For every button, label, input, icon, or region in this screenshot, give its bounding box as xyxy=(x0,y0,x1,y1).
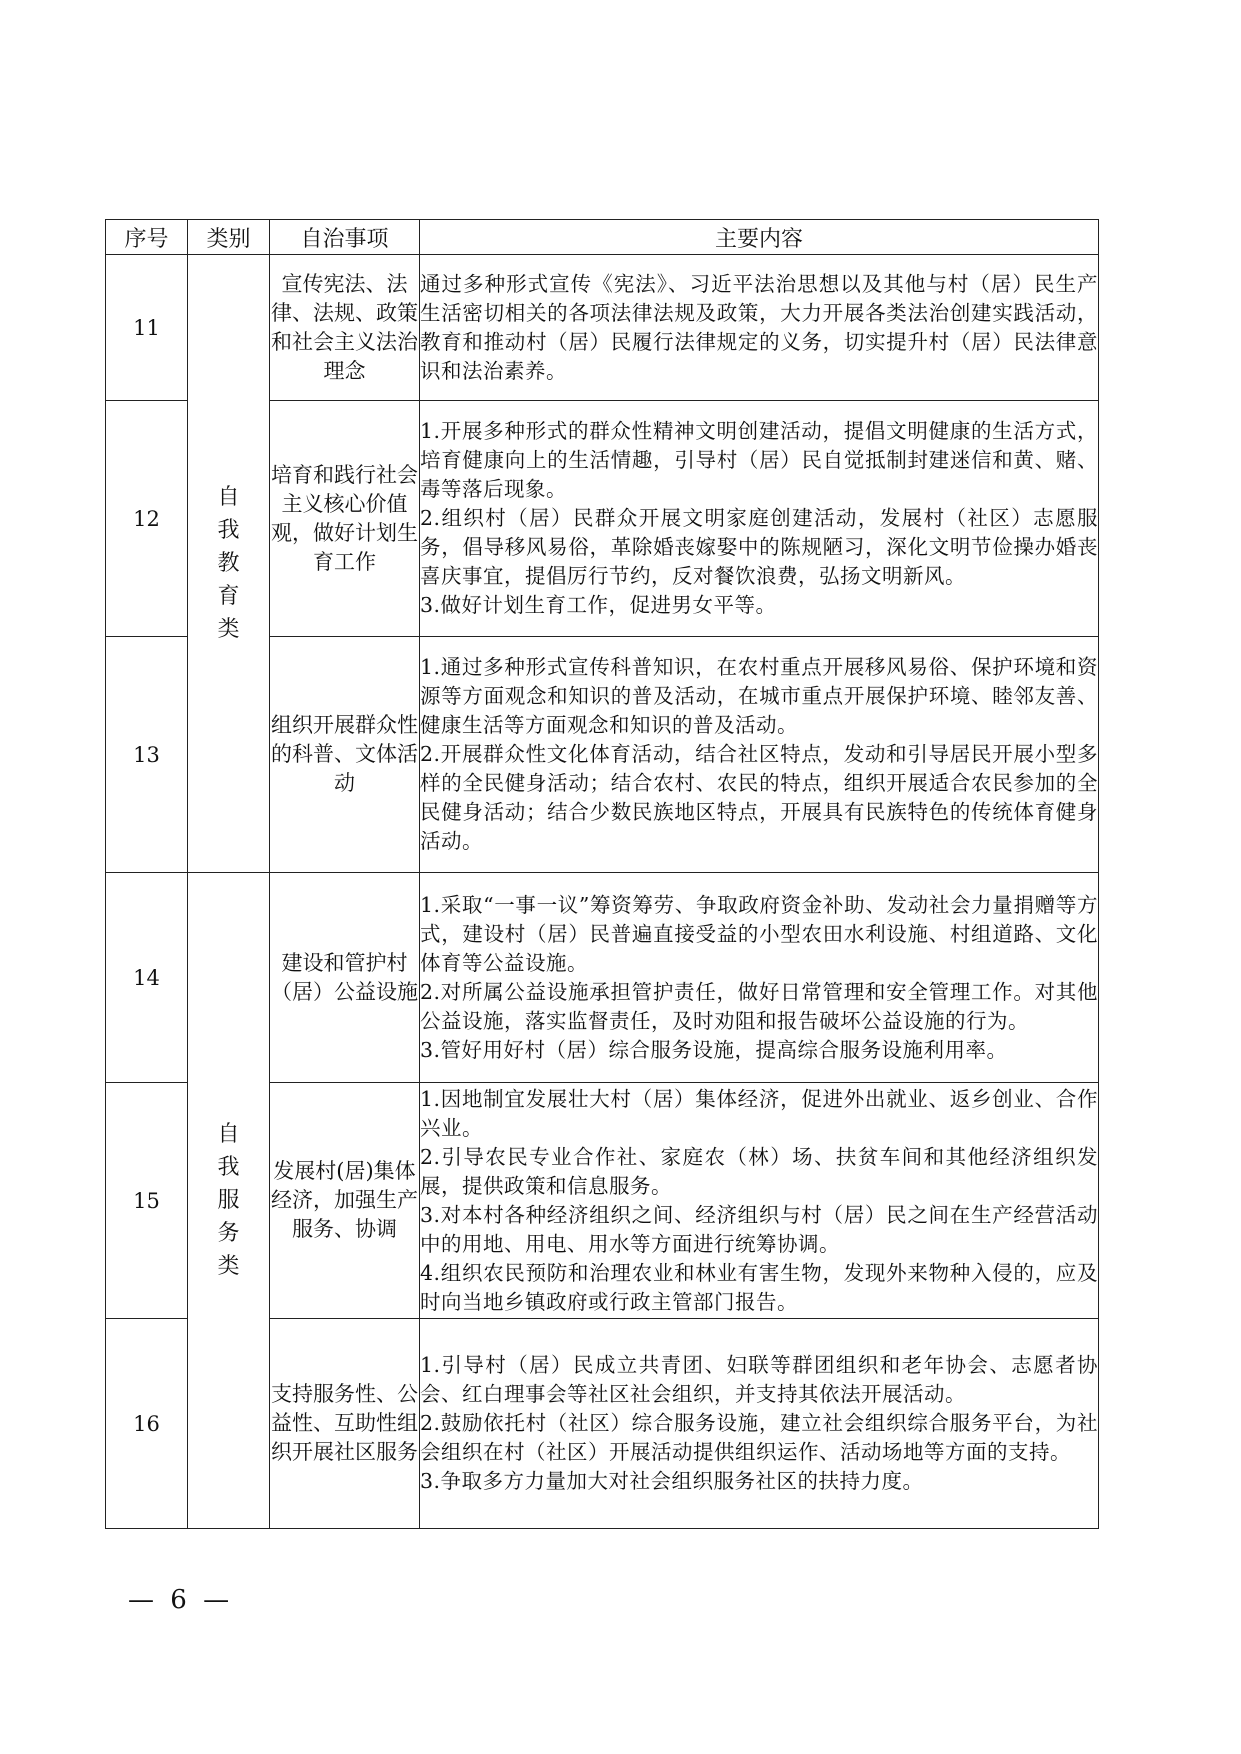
header-content: 主要内容 xyxy=(420,220,1099,255)
content-paragraph: 3.管好用好村（居）综合服务设施，提高综合服务设施利用率。 xyxy=(420,1037,1008,1062)
content-paragraph: 1.引导村（居）民成立共青团、妇联等群团组织和老年协会、志愿者协会、红白理事会等社区社会组织，并支持其依法开展活动。 xyxy=(420,1353,1098,1406)
header-item: 自治事项 xyxy=(270,220,420,255)
content-paragraph: 2.开展群众性文化体育活动，结合社区特点，发动和引导居民开展小型多样的全民健身活动；结合农村、农民的特点，组织开展适合农民参加的全民健身活动；结合少数民族地区特点，开展具有民族特色的传统体育健身活动。 xyxy=(420,742,1098,853)
row-item: 培育和践行社会主义核心价值观，做好计划生育工作 xyxy=(270,401,420,637)
table-header-row xyxy=(106,220,1099,255)
row-number: 11 xyxy=(106,255,188,401)
header-number: 序号 xyxy=(106,220,188,255)
row-number: 16 xyxy=(106,1319,188,1529)
content-paragraph: 2.引导农民专业合作社、家庭农（林）场、扶贫车间和其他经济组织发展，提供政策和信息服务。 xyxy=(420,1144,1098,1198)
content-paragraph: 1.开展多种形式的群众性精神文明创建活动，提倡文明健康的生活方式，培育健康向上的生活情趣，引导村（居）民自觉抵制封建迷信和黄、赌、毒等落后现象。 xyxy=(420,419,1098,501)
content-paragraph: 2.鼓励依托村（社区）综合服务设施，建立社会组织综合服务平台，为社会组织在村（社区）开展活动提供组织运作、活动场地等方面的支持。 xyxy=(420,1411,1098,1464)
content-paragraph: 通过多种形式宣传《宪法》、习近平法治思想以及其他与村（居）民生产生活密切相关的各项法律法规及政策，大力开展各类法治创建实践活动，教育和推动村（居）民履行法律规定的义务，切实提升村（居）民法律意识和法治素养。 xyxy=(420,271,1098,383)
page-number: — 6 — xyxy=(128,1585,234,1615)
row-number: 13 xyxy=(106,637,188,873)
content-paragraph: 3.对本村各种经济组织之间、经济组织与村（居）民之间在生产经营活动中的用地、用电、用水等方面进行统筹协调。 xyxy=(420,1202,1098,1256)
header-category: 类别 xyxy=(188,220,270,255)
row-item: 组织开展群众性的科普、文体活动 xyxy=(270,637,420,873)
row-number: 14 xyxy=(106,873,188,1083)
autonomy-items-table xyxy=(105,219,1099,1529)
content-paragraph: 1.采取“一事一议”筹资筹劳、争取政府资金补助、发动社会力量捐赠等方式，建设村（居）民普遍直接受益的小型农田水利设施、村组道路、文化体育等公益设施。 xyxy=(420,892,1098,975)
row-content xyxy=(420,401,1099,637)
content-paragraph: 1.通过多种形式宣传科普知识，在农村重点开展移风易俗、保护环境和资源等方面观念和知识的普及活动，在城市重点开展保护环境、睦邻友善、健康生活等方面观念和知识的普及活动。 xyxy=(420,655,1098,737)
category-cell xyxy=(188,255,270,873)
row-content xyxy=(420,1083,1099,1319)
row-content xyxy=(420,255,1099,401)
row-number: 12 xyxy=(106,401,188,637)
row-item: 发展村(居)集体经济，加强生产服务、协调 xyxy=(270,1083,420,1319)
content-paragraph: 3.争取多方力量加大对社会组织服务社区的扶持力度。 xyxy=(420,1469,924,1493)
table-row xyxy=(106,873,1099,1083)
content-paragraph: 2.对所属公益设施承担管护责任，做好日常管理和安全管理工作。对其他公益设施，落实监督责任，及时劝阻和报告破坏公益设施的行为。 xyxy=(420,979,1098,1033)
row-content xyxy=(420,637,1099,873)
content-paragraph: 3.做好计划生育工作，促进男女平等。 xyxy=(420,593,777,617)
table-row xyxy=(106,255,1099,401)
row-number: 15 xyxy=(106,1083,188,1319)
category-label: 自我服务类 xyxy=(217,1122,240,1279)
category-cell xyxy=(188,873,270,1529)
content-paragraph: 1.因地制宜发展壮大村（居）集体经济，促进外出就业、返乡创业、合作兴业。 xyxy=(420,1086,1098,1140)
row-content xyxy=(420,1319,1099,1529)
row-item: 宣传宪法、法律、法规、政策和社会主义法治理念 xyxy=(270,255,420,401)
content-paragraph: 2.组织村（居）民群众开展文明家庭创建活动，发展村（社区）志愿服务，倡导移风易俗，革除婚丧嫁娶中的陈规陋习，深化文明节俭操办婚丧喜庆事宜，提倡厉行节约，反对餐饮浪费，弘扬文明新风。 xyxy=(420,506,1098,588)
row-item: 建设和管护村（居）公益设施 xyxy=(270,873,420,1083)
content-paragraph: 4.组织农民预防和治理农业和林业有害生物，发现外来物种入侵的，应及时向当地乡镇政府或行政主管部门报告。 xyxy=(420,1260,1098,1314)
category-label: 自我教育类 xyxy=(217,485,240,642)
row-item: 支持服务性、公益性、互助性组织开展社区服务 xyxy=(270,1319,420,1529)
row-content xyxy=(420,873,1099,1083)
